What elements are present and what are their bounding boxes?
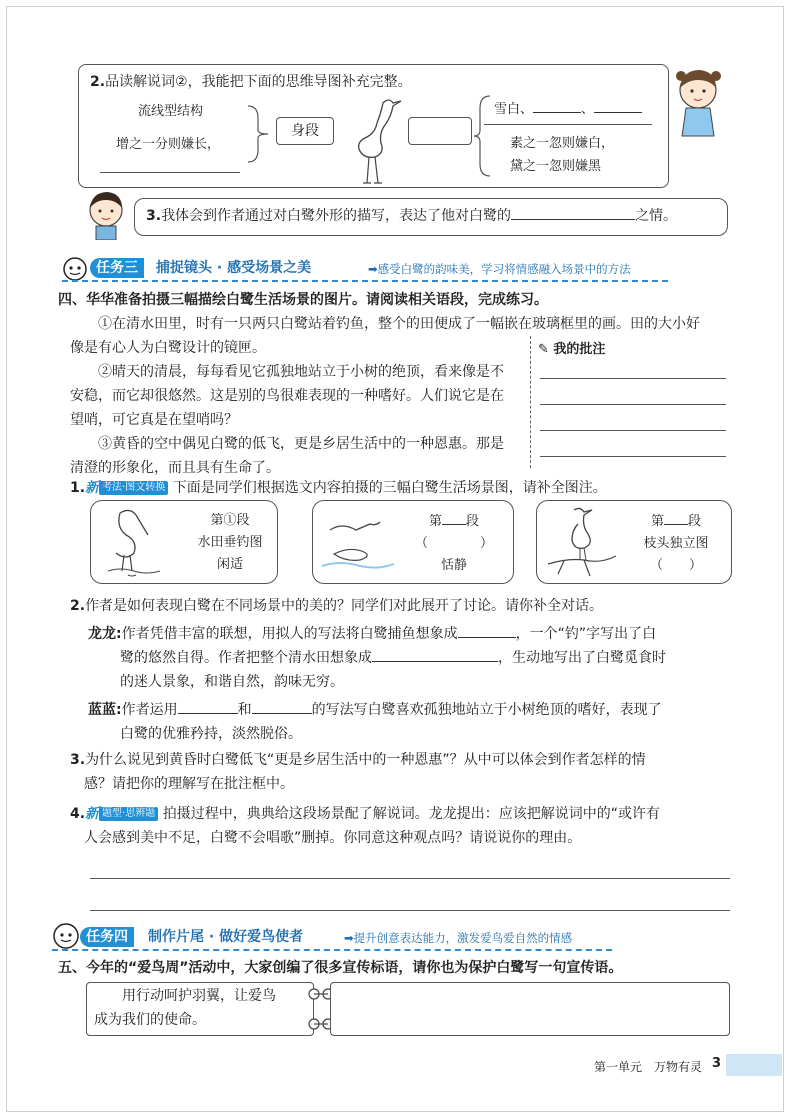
boy-avatar-icon bbox=[82, 188, 130, 240]
long-line-3: 的迷人景象，和谐自然，韵味无穷。 bbox=[120, 674, 344, 690]
scene2-l1a: 第 bbox=[428, 514, 442, 529]
s4-q4-new: 新 bbox=[85, 806, 100, 822]
para2-line1 bbox=[70, 360, 700, 384]
para3-line1-text: ③黄昏的空中偶见白鹭的低飞，更是乡居生活中的一种恩惠。那是 bbox=[98, 436, 504, 452]
annotation-title-text: 我的批注 bbox=[553, 342, 606, 357]
s4-q3 bbox=[70, 748, 646, 796]
scene2-crane-flying-icon bbox=[320, 508, 396, 574]
s4-q3-line1 bbox=[70, 748, 646, 772]
long-blank-1[interactable] bbox=[458, 623, 516, 638]
s4-q4-line2: 人会感到美中不足，白鹭不会唱歌”删掉。你同意这种观点吗？请说说你的理由。 bbox=[84, 830, 582, 846]
annotation-line-2[interactable] bbox=[540, 404, 726, 405]
mind-left-blank bbox=[100, 172, 240, 173]
para3-line1 bbox=[70, 432, 700, 456]
s4-q1 bbox=[70, 476, 607, 500]
top-q3-text-after: 之情。 bbox=[635, 208, 678, 224]
top-q2 bbox=[90, 70, 412, 94]
footer-page: 3 bbox=[712, 1056, 722, 1071]
s4-q4 bbox=[70, 802, 660, 850]
slogan-l1 bbox=[94, 984, 276, 1008]
s4-q4-l1: 拍摄过程中，典典给这段场景配了解说词。龙龙提出：应该把解说词中的“或许有 bbox=[162, 806, 660, 822]
annotation-line-3[interactable] bbox=[540, 430, 726, 431]
lan-name: 蓝蓝: bbox=[88, 702, 122, 718]
mind-right-box bbox=[408, 117, 472, 145]
lan-t1b: 和 bbox=[237, 702, 252, 718]
para2-line3: 望哨，可它真是在望哨吗？ bbox=[70, 412, 238, 428]
answer-line-1[interactable] bbox=[90, 878, 730, 879]
lan-line-1 bbox=[88, 698, 662, 722]
answer-line-2[interactable] bbox=[90, 910, 730, 911]
top-q3-blank[interactable] bbox=[511, 205, 635, 220]
scene3-crane-branch-icon bbox=[544, 504, 620, 580]
mind-right-sep: 、 bbox=[581, 102, 595, 117]
para1-line1 bbox=[70, 312, 700, 336]
dialogue-lan bbox=[88, 698, 662, 746]
mind-right-blank-1 bbox=[533, 98, 581, 113]
task4-bar bbox=[52, 927, 612, 951]
scene2-l2[interactable]: （ ） bbox=[414, 536, 493, 551]
task3-bar bbox=[62, 258, 668, 282]
top-q3 bbox=[146, 204, 677, 228]
para2-line2: 安稳，而它却很悠然。这是别的鸟很难表现的一种嗜好。人们说它是在 bbox=[70, 388, 504, 404]
mind-right-3: 黛之一忽则嫌黑 bbox=[510, 159, 602, 174]
mind-right-1-text: 雪白、 bbox=[494, 102, 534, 117]
long-t2: 鹭的悠然自得。作者把整个清水田想象成 bbox=[120, 650, 372, 666]
scene1-l3: 闲适 bbox=[216, 557, 243, 572]
slogan-sample bbox=[94, 984, 276, 1032]
lan-t1c: 的写法写白鹭喜欢孤独地站立于小树绝顶的嗜好，表现了 bbox=[311, 702, 662, 718]
s4-q2-text: 作者是如何表现白鹭在不同场景中的美的？同学们对此展开了讨论。请你补全对话。 bbox=[85, 598, 604, 614]
scene3-blank[interactable] bbox=[664, 510, 688, 525]
pencil-icon: ✎ bbox=[538, 342, 554, 357]
para3-line2: 清澄的形象化，而且具有生命了。 bbox=[70, 460, 280, 476]
s4-q4-label: 4. bbox=[70, 806, 86, 822]
annotation-title bbox=[538, 338, 605, 357]
task4-title: 制作片尾 · 做好爱鸟使者 bbox=[148, 929, 304, 945]
task3-tag: 任务三 bbox=[90, 258, 144, 278]
section5-header: 五、今年的“爱鸟周”活动中，大家创编了很多宣传标语，请你也为保护白鹭写一句宣传语。 bbox=[58, 960, 623, 976]
s4-q1-text: 下面是同学们根据选文内容拍摄的三幅白鹭生活场景图，请补全图注。 bbox=[172, 480, 607, 496]
long-t2b: ，生动地写出了白鹭觅食时 bbox=[498, 650, 666, 666]
scene1-l2: 水田垂钓图 bbox=[197, 535, 263, 550]
task3-title: 捕捉镜头 · 感受场景之美 bbox=[156, 260, 312, 276]
top-q3-label: 3. bbox=[146, 208, 162, 224]
s4-q1-new: 新 bbox=[85, 480, 100, 496]
s4-q3-line2: 感？请把你的理解写在批注框中。 bbox=[84, 776, 294, 792]
s4-q4-line1 bbox=[70, 802, 660, 826]
annotation-line-4[interactable] bbox=[540, 456, 726, 457]
s4-q2 bbox=[70, 594, 603, 618]
scene2-l1b: 段 bbox=[466, 514, 480, 529]
mind-center-box bbox=[276, 117, 334, 145]
scene2-l3: 恬静 bbox=[440, 558, 467, 573]
long-line-1 bbox=[88, 622, 666, 646]
scene3-l1b: 段 bbox=[688, 514, 702, 529]
task4-goal: ➡提升创意表达能力，激发爱鸟爱自然的情感 bbox=[344, 931, 573, 945]
annotation-divider bbox=[530, 336, 531, 468]
task4-tag: 任务四 bbox=[80, 927, 134, 947]
scene3-l1 bbox=[626, 510, 726, 533]
top-q2-label: 2. bbox=[90, 74, 106, 90]
top-q2-text: 品读解说词②，我能把下面的思维导图补充完整。 bbox=[105, 74, 412, 90]
s4-q3-label: 3. bbox=[70, 752, 86, 768]
girl-avatar-icon bbox=[670, 64, 730, 140]
scene1-text bbox=[190, 510, 270, 576]
mind-right-blank-2 bbox=[594, 98, 642, 113]
top-q3-text-before: 我体会到作者通过对白鹭外形的描写，表达了他对白鹭的 bbox=[161, 208, 512, 224]
annotation-line-1[interactable] bbox=[540, 378, 726, 379]
scene3-l3[interactable]: （ ） bbox=[649, 558, 702, 573]
long-line-2 bbox=[88, 646, 666, 670]
s4-q3-l1: 为什么说见到黄昏时白鹭低飞“更是乡居生活中的一种恩惠”？从中可以体会到作者怎样的情 bbox=[85, 752, 646, 768]
para2-line1-text: ②晴天的清晨，每每看见它孤独地站立于小树的绝顶，看来像是不 bbox=[98, 364, 504, 380]
s4-q2-label: 2. bbox=[70, 598, 86, 614]
mind-left-2: 增之一分则嫌长， bbox=[116, 137, 221, 152]
passage bbox=[70, 312, 700, 480]
footer-unit: 第一单元 万物有灵 bbox=[594, 1060, 703, 1074]
mind-right-2: 素之一忽则嫌白， bbox=[510, 136, 615, 151]
scene1-crane-fishing-icon bbox=[100, 505, 170, 579]
para1-line2: 像是有心人为白鹭设计的镜匣。 bbox=[70, 340, 266, 356]
scene3-text bbox=[626, 510, 726, 577]
mind-left-1: 流线型结构 bbox=[138, 104, 204, 119]
s4-q1-tag: 考法·图文转换 bbox=[99, 481, 168, 495]
dialogue-long bbox=[88, 622, 666, 694]
task3-goal: ➡感受白鹭的韵味美，学习将情感融入场景中的方法 bbox=[368, 262, 631, 276]
scene2-blank[interactable] bbox=[442, 510, 466, 525]
crane-icon bbox=[345, 95, 405, 187]
slogan-l1-text: 用行动呵护羽翼，让爱鸟 bbox=[122, 988, 276, 1004]
lan-line-2: 白鹭的优雅矜持，淡然脱俗。 bbox=[120, 726, 302, 742]
long-t1b: ，一个“钓”字写出了白 bbox=[515, 626, 657, 642]
mind-left-bracket bbox=[246, 104, 276, 164]
mind-center-label: 身段 bbox=[291, 123, 319, 139]
mind-right-divider bbox=[484, 124, 652, 125]
section4-header: 四、华华准备拍摄三幅描绘白鹭生活场景的图片。请阅读相关语段，完成练习。 bbox=[58, 292, 548, 308]
scene1-l1: 第①段 bbox=[210, 513, 250, 528]
mind-right-1 bbox=[494, 98, 642, 117]
scene3-l2: 枝头独立图 bbox=[643, 536, 709, 551]
slogan-answer-box[interactable] bbox=[330, 982, 730, 1036]
lan-blank-1[interactable] bbox=[178, 699, 238, 714]
s4-q4-tag: 题型·思辨题 bbox=[99, 807, 158, 821]
long-t1a: 作者凭借丰富的联想，用拟人的写法将白鹭捕鱼想象成 bbox=[121, 626, 458, 642]
scene3-l1a: 第 bbox=[650, 514, 664, 529]
lan-blank-2[interactable] bbox=[252, 699, 312, 714]
footer-bar bbox=[726, 1054, 782, 1076]
mind-right-bracket bbox=[472, 94, 492, 178]
long-name: 龙龙: bbox=[88, 626, 122, 642]
s4-q1-label: 1. bbox=[70, 480, 86, 496]
para1-line1-text: ①在清水田里，时有一只两只白鹭站着钓鱼，整个的田便成了一幅嵌在玻璃框里的画。田的大小好 bbox=[98, 316, 700, 332]
scene2-l1 bbox=[402, 510, 506, 533]
lan-t1a: 作者运用 bbox=[121, 702, 178, 718]
scene2-text bbox=[402, 510, 506, 577]
slogan-l2: 成为我们的使命。 bbox=[94, 1012, 206, 1028]
long-blank-2[interactable] bbox=[372, 647, 498, 662]
